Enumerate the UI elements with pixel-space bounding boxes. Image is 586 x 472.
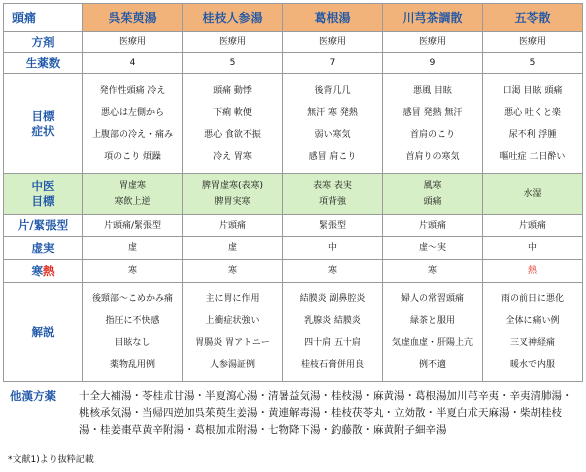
table-cell (83, 174, 183, 215)
table-cell (283, 237, 383, 260)
table-cell (283, 53, 383, 74)
cell-line: 感冒 肩こり (308, 151, 357, 162)
table-cell (283, 283, 383, 382)
cell-line: 尿不利 浮腫 (508, 129, 557, 140)
cell-line: 寒 (227, 266, 237, 276)
kampo-headache-table (3, 3, 583, 382)
table-cell (183, 32, 283, 53)
table-cell (483, 215, 583, 237)
row-label-text: 症状 (31, 123, 55, 138)
row-label (4, 283, 83, 382)
cell-line: 雨の前日に悪化 (500, 294, 564, 304)
cell-line: 熱 (527, 266, 537, 276)
cell-line: 薬物乱用例 (109, 360, 155, 370)
table-cell (283, 215, 383, 237)
cell-line: 片頭痛/緊張型 (103, 220, 162, 231)
row-label (4, 74, 83, 174)
table-cell (183, 237, 283, 260)
cell-line: 三叉神経痛 (509, 338, 555, 348)
table-cell (383, 74, 483, 174)
cell-line: 片頭痛 (518, 220, 546, 231)
cell-line: 風寒 (423, 181, 442, 191)
table-cell (83, 283, 183, 382)
table-cell (383, 53, 483, 74)
cell-line: 首肩りの寒気 (405, 151, 460, 162)
cell-line: 緑茶と服用 (409, 316, 455, 326)
cell-line: 医療用 (218, 37, 246, 47)
table-cell (483, 53, 583, 74)
table-cell (483, 260, 583, 283)
formula-header-4: 川芎茶調散 (383, 4, 483, 32)
row-label-text: 虚実 (31, 240, 55, 255)
formula-header-2: 桂枝人参湯 (183, 4, 283, 32)
table-cell (383, 215, 483, 237)
cell-line: 嘔吐症 二日酔い (499, 151, 566, 162)
cell-line: 首肩のこり (409, 129, 455, 140)
cell-line: 頭痛 動悸 (213, 85, 252, 96)
table-cell (483, 32, 583, 53)
cell-line: 無汗 寒 発熱 (307, 107, 358, 118)
cell-line: 胃虚寒 (118, 181, 146, 191)
table-row (4, 32, 583, 53)
row-label-text: 中医 (31, 179, 55, 193)
table-cell (83, 215, 183, 237)
cell-line: 表寒 表実 (313, 181, 352, 191)
table-cell (483, 74, 583, 174)
row-label (4, 53, 83, 74)
cell-line: 水湿 (523, 189, 542, 199)
cell-line: 7 (329, 58, 336, 68)
cell-line: 悪風 目眩 (413, 85, 452, 96)
cell-line: 項のこり 煩躁 (104, 151, 161, 162)
table-cell (283, 74, 383, 174)
cell-line: 片頭痛 (418, 220, 446, 231)
row-label (4, 174, 83, 215)
table-cell (183, 260, 283, 283)
table-cell (383, 260, 483, 283)
cell-line: 寒 (127, 266, 137, 276)
cell-line: 寒飲上逆 (114, 197, 151, 207)
cell-line: 桂枝石膏併用良 (300, 360, 364, 370)
cell-line: 項背強 (318, 197, 346, 207)
table-cell (383, 174, 483, 215)
cell-line: 上衝症状強い (205, 316, 260, 326)
cell-line: 結膜炎 副鼻腔炎 (299, 294, 366, 304)
row-label-text: 解説 (31, 324, 55, 339)
table-cell (483, 174, 583, 215)
formula-header-5: 五苓散 (483, 4, 583, 32)
row-label (4, 237, 83, 260)
cell-line: 医療用 (518, 37, 546, 47)
row-label-text: 目標 (31, 194, 55, 208)
cell-line: 寒 (427, 266, 437, 276)
cell-line: 脾胃虚寒(表寒) (201, 181, 264, 191)
row-label-text: 片/緊張型 (17, 218, 69, 232)
cell-line: 暖水で内服 (509, 360, 555, 370)
table-cell (183, 74, 283, 174)
cell-line: 気虚血虚・肝陽上亢 (391, 338, 473, 348)
table-cell (83, 237, 183, 260)
table-cell (483, 283, 583, 382)
table-row (4, 174, 583, 215)
row-label-text: 熱 (43, 263, 55, 278)
table-cell (83, 260, 183, 283)
cell-line: 9 (429, 58, 436, 68)
cell-line: 医療用 (418, 37, 446, 47)
cell-line: 片頭痛 (218, 220, 246, 231)
table-cell (183, 53, 283, 74)
cell-line: 脾胃実寒 (214, 197, 251, 207)
table-cell (283, 174, 383, 215)
cell-line: 虚 (127, 243, 137, 253)
cell-line: 主に胃に作用 (205, 294, 260, 304)
cell-line: 悪心 食欲不振 (204, 129, 261, 140)
table-row (4, 215, 583, 237)
table-cell (283, 32, 383, 53)
row-label-text: 寒 (31, 263, 43, 278)
cell-line: 例不適 (418, 360, 446, 370)
cell-line: 感冒 発熱 無汗 (402, 107, 463, 118)
table-cell (183, 174, 283, 215)
cell-line: 虚 (227, 243, 237, 253)
formula-header-1: 呉茱萸湯 (83, 4, 183, 32)
formula-header-3: 葛根湯 (283, 4, 383, 32)
cell-line: 悪心は左側から (100, 107, 164, 118)
cell-line: 後背几几 (314, 85, 351, 96)
cell-line: 5 (529, 58, 536, 68)
cell-line: 指圧に不快感 (105, 316, 160, 326)
cell-line: 緊張型 (318, 220, 346, 231)
table-cell (83, 74, 183, 174)
cell-line: 発作性頭痛 冷え (99, 85, 166, 96)
row-label-text: 方剤 (31, 34, 55, 49)
other-formulas-text: 十全大補湯・苓桂朮甘湯・半夏瀉心湯・清暑益気湯・桂枝湯・麻黄湯・葛根湯加川芎辛夷・辛夷清肺湯・桃核承気湯・当帰四逆加呉茱萸生姜湯・黄連解毒湯・桂枝茯苓丸・立効散・半夏白朮天麻湯・柴胡桂枝湯・桂姜棗草黄辛附湯・葛根加朮附湯・七物降下湯・釣藤散・麻黄附子細辛湯 (79, 390, 573, 436)
cell-line: 目眩なし (114, 338, 151, 348)
kampo-table-wrap (3, 3, 582, 382)
row-label-text: 目標 (31, 108, 55, 123)
cell-line: 頭痛 (423, 197, 442, 207)
cell-line: 4 (129, 58, 136, 68)
cell-line: 虚〜実 (418, 243, 446, 253)
header-row (4, 4, 583, 32)
table-row (4, 53, 583, 74)
table-cell (183, 283, 283, 382)
cell-line: 冷え 胃寒 (213, 151, 252, 162)
cell-line: 悪心 吐くと楽 (504, 107, 561, 118)
table-cell (383, 237, 483, 260)
table-cell (483, 237, 583, 260)
cell-line: 人参湯証例 (209, 360, 255, 370)
cell-line: 中 (527, 243, 537, 253)
table-cell (283, 260, 383, 283)
cell-line: 後頸部〜こめかみ痛 (91, 294, 173, 304)
cell-line: 口渇 目眩 頭痛 (502, 85, 563, 96)
table-cell (83, 53, 183, 74)
table-row (4, 260, 583, 283)
cell-line: 婦人の常習頭痛 (400, 294, 464, 304)
cell-line: 医療用 (318, 37, 346, 47)
row-label (4, 32, 83, 53)
table-cell (83, 32, 183, 53)
cell-line: 弱い寒気 (314, 129, 351, 140)
table-cell (383, 32, 483, 53)
reference-note: *文献1)より抜粋記載 (8, 455, 94, 465)
cell-line: 中 (327, 243, 337, 253)
table-row (4, 74, 583, 174)
cell-line: 下痢 軟便 (213, 107, 252, 118)
cell-line: 上腹部の冷え・痛み (91, 129, 173, 140)
cell-line: 5 (229, 58, 236, 68)
table-cell (183, 215, 283, 237)
row-label-text: 生薬数 (25, 55, 61, 70)
table-cell (383, 283, 483, 382)
cell-line: 寒 (327, 266, 337, 276)
row-label (4, 215, 83, 237)
corner-label: 頭痛 (4, 4, 83, 32)
table-row (4, 283, 583, 382)
cell-line: 四十肩 五十肩 (304, 338, 361, 348)
table-row (4, 237, 583, 260)
other-formulas-label: 他漢方薬 (10, 389, 56, 403)
cell-line: 医療用 (118, 37, 146, 47)
cell-line: 全体に痛い例 (505, 316, 560, 326)
cell-line: 胃腸炎 胃アトニー (195, 338, 270, 348)
cell-line: 乳腺炎 結膜炎 (304, 316, 361, 326)
row-label (4, 260, 83, 283)
